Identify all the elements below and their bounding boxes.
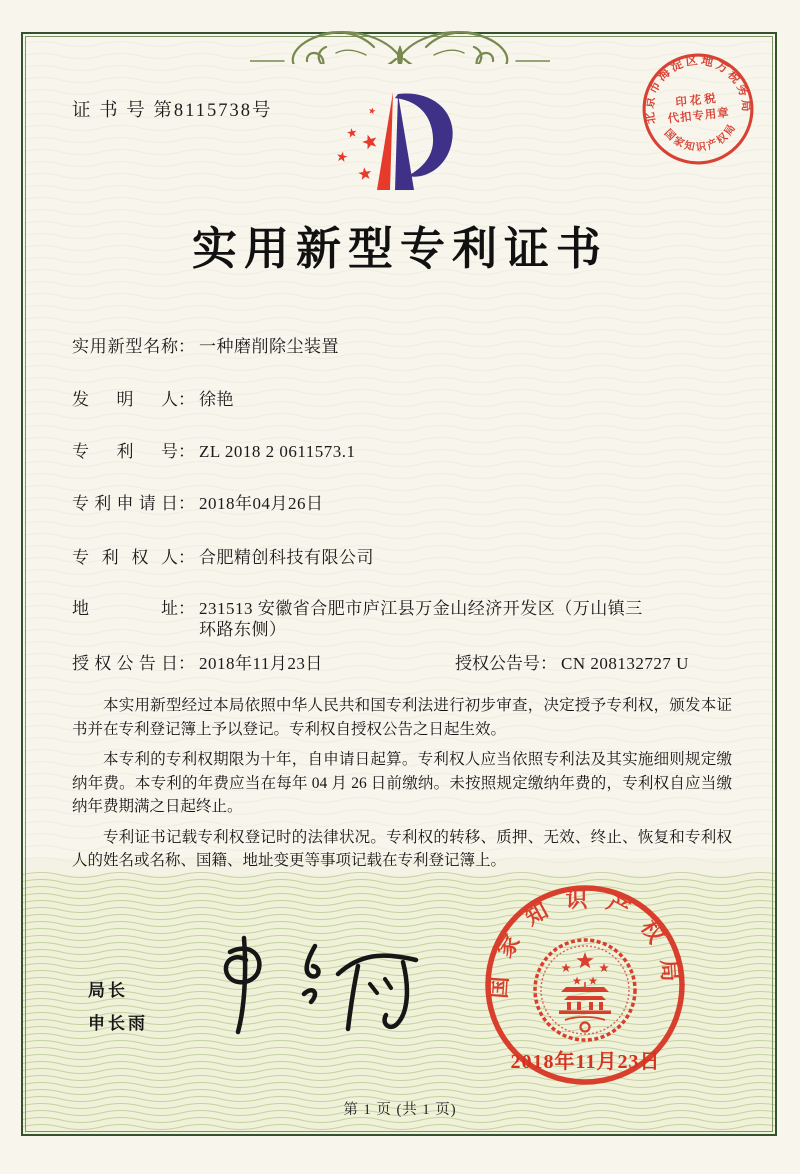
logo-red-wedge [377, 92, 393, 190]
logo-stars [336, 107, 379, 180]
field-row-patent-no: 专利号 ： ZL 2018 2 0611573.1 [72, 442, 356, 461]
legal-paragraph-2: 本专利的专利权期限为十年，自申请日起算。专利权人应当依照专利法及其实施细则规定缴纳年费。本专利的年费应当在每年 04 月 26 日前缴纳。未按照规定缴纳年费的，专利权自应当缴纳年费期满之日起终止。 [72, 751, 732, 815]
field-row-name: 实用新型名称 ： 一种磨削除尘装置 [72, 337, 339, 356]
field-label: 发明人 [72, 390, 178, 409]
field-row-patentee: 专利权人 ： 合肥精创科技有限公司 [72, 548, 374, 567]
field-row-inventor: 发明人 ： 徐艳 [72, 390, 234, 409]
director-title: 局长 [88, 981, 128, 1000]
field-label: 授权公告日 [72, 654, 178, 673]
field-label: 专利权人 [72, 548, 178, 567]
certificate-number: 证 书 号 第8115738号 [72, 101, 273, 121]
field-value: 2018年11月23日 [199, 654, 323, 673]
border-ornament [250, 2, 550, 64]
field-value: ZL 2018 2 0611573.1 [199, 442, 356, 461]
tax-stamp-outer-bottom: 国家知识产权局 [661, 121, 739, 154]
field-value: CN 208132727 U [561, 654, 689, 673]
field-value: 231513 安徽省合肥市庐江县万金山经济开发区（万山镇三环路东侧） [199, 599, 643, 640]
field-label: 专利申请日 [72, 494, 178, 513]
legal-paragraph-1: 本实用新型经过本局依照中华人民共和国专利法进行初步审查，决定授予专利权，颁发本证书并在专利登记簿上予以登记。专利权自授权公告之日起生效。 [72, 697, 732, 738]
field-label: 专利号 [72, 442, 178, 461]
director-name: 申长雨 [88, 1014, 148, 1033]
field-row-address: 地址 ： 231513 安徽省合肥市庐江县万金山经济开发区（万山镇三环路东侧） [72, 598, 651, 641]
seal-date: 2018年11月23日 [510, 1051, 661, 1073]
national-emblem [535, 940, 635, 1040]
tax-stamp-line2: 代扣专用章 [667, 107, 731, 126]
field-value: 2018年04月26日 [199, 494, 324, 513]
field-row-grant-no: 授权公告号 ： CN 208132727 U [455, 654, 689, 673]
field-row-grant-date: 授权公告日 ： 2018年11月23日 [72, 654, 323, 673]
field-value: 一种磨削除尘装置 [199, 337, 339, 356]
director-signature [198, 932, 433, 1044]
legal-text [72, 694, 732, 880]
legal-paragraph-3: 专利证书记载专利权登记时的法律状况。专利权的转移、质押、无效、终止、恢复和专利权人的姓名或名称、国籍、地址变更等事项记载在专利登记簿上。 [72, 828, 732, 869]
field-row-filing-date: 专利申请日 ： 2018年04月26日 [72, 494, 324, 513]
center-leaf [397, 45, 403, 64]
field-label: 地址 [72, 599, 178, 618]
page-number: 第 1 页 (共 1 页) [343, 1102, 457, 1118]
field-label: 授权公告号 [455, 654, 540, 673]
field-label: 实用新型名称 [72, 337, 178, 356]
seal-org-text: 国家知识产权局 [485, 886, 685, 1000]
field-value: 徐艳 [199, 390, 234, 409]
cnipa-logo-icon [332, 86, 472, 198]
tax-stamp-icon [641, 52, 755, 166]
tax-stamp-line1: 印花税 [674, 92, 720, 110]
field-value: 合肥精创科技有限公司 [199, 548, 374, 567]
certificate-title: 实用新型专利证书 [191, 224, 608, 274]
tax-stamp-outer-top: 北京市海淀区地方税务局 [641, 52, 754, 126]
